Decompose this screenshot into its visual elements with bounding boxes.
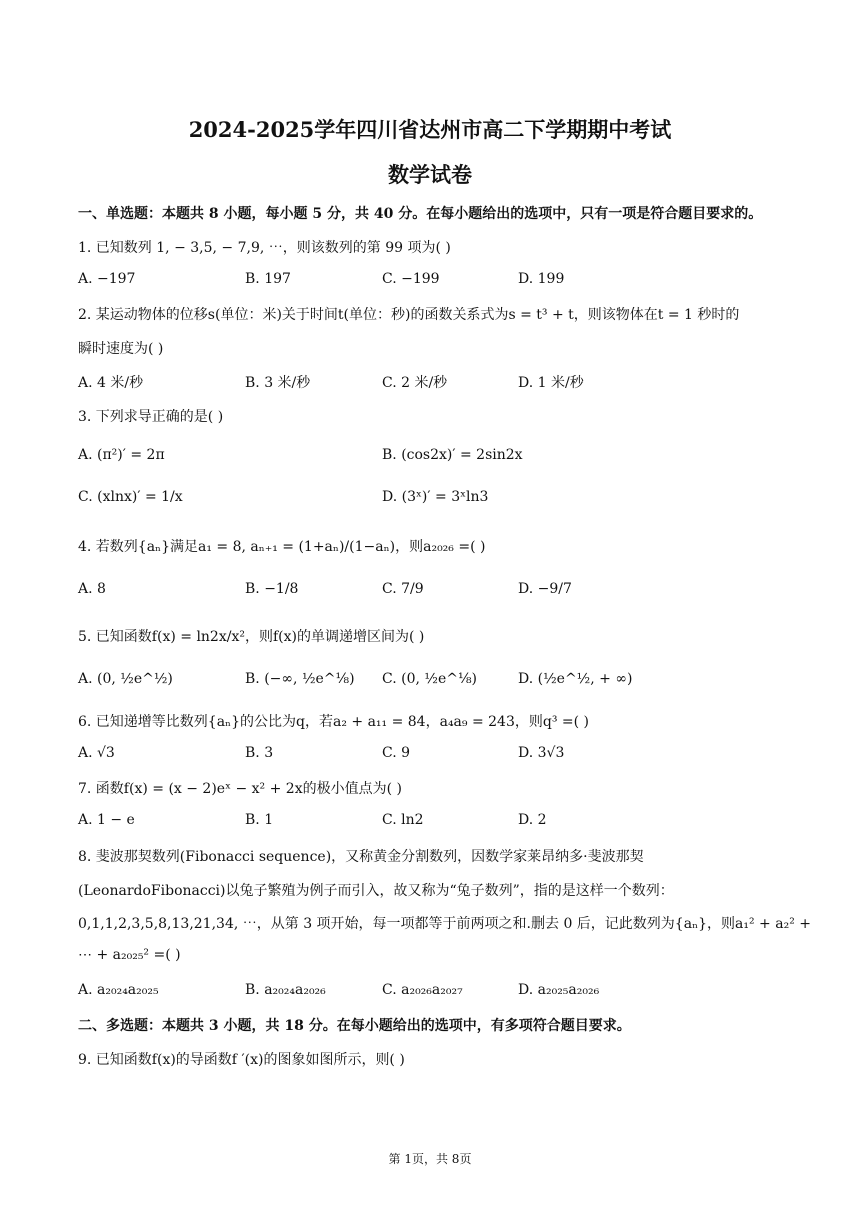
q3-option-a: A. (π²)′ = 2π: [78, 447, 165, 463]
question-2-stem-cont: 瞬时速度为( ): [78, 341, 164, 357]
q5-option-c: C. (0, ½e^⅛): [382, 671, 477, 687]
q3-option-d: D. (3ˣ)′ = 3ˣln3: [382, 489, 489, 505]
q8-option-c: C. a₂₀₂₆a₂₀₂₇: [382, 982, 463, 998]
section-heading-multiple-choice: 二、多选题：本题共 3 小题，共 18 分。在每小题给出的选项中，有多项符合题目要求。: [78, 1018, 631, 1034]
question-3-stem: 3. 下列求导正确的是( ): [78, 409, 224, 425]
question-9-stem: 9. 已知函数f(x)的导函数f ′(x)的图象如图所示，则( ): [78, 1052, 405, 1068]
q7-option-d: D. 2: [518, 812, 547, 828]
q7-option-c: C. ln2: [382, 812, 424, 828]
q1-option-a: A. −197: [78, 271, 136, 287]
q2-option-d: D. 1 米/秒: [518, 375, 584, 391]
question-2-stem: 2. 某运动物体的位移s(单位：米)关于时间t(单位：秒)的函数关系式为s = t³ + t，则该物体在t = 1 秒时的: [78, 307, 740, 323]
question-5-stem: 5. 已知函数f(x) = ln2x/x²，则f(x)的单调递增区间为( ): [78, 629, 425, 645]
q6-option-c: C. 9: [382, 745, 411, 761]
q2-option-c: C. 2 米/秒: [382, 375, 448, 391]
q3-option-c: C. (xlnx)′ = 1/x: [78, 489, 183, 505]
question-6-stem: 6. 已知递增等比数列{aₙ}的公比为q，若a₂ + a₁₁ = 84，a₄a₉ = 243，则q³ =( ): [78, 714, 589, 730]
question-8-stem-cont-1: (LeonardoFibonacci)以兔子繁殖为例子而引入，故又称为“兔子数列”，指的是这样一个数列：: [78, 883, 674, 899]
page-title: 2024-2025学年四川省达州市高二下学期期中考试: [188, 117, 672, 142]
question-4-stem: 4. 若数列{aₙ}满足a₁ = 8, aₙ₊₁ = (1+aₙ)/(1−aₙ)，则a₂₀₂₆ =( ): [78, 539, 486, 555]
q4-option-d: D. −9/7: [518, 581, 572, 597]
q6-option-d: D. 3√3: [518, 745, 565, 761]
question-8-stem-cont-3: ⋯ + a₂₀₂₅² =( ): [78, 947, 181, 963]
question-8-stem: 8. 斐波那契数列(Fibonacci sequence)，又称黄金分割数列，因数学家莱昂纳多·斐波那契: [78, 849, 644, 865]
q2-option-b: B. 3 米/秒: [245, 375, 311, 391]
q1-option-c: C. −199: [382, 271, 440, 287]
q6-option-a: A. √3: [78, 745, 115, 761]
question-1-stem: 1. 已知数列 1, − 3,5, − 7,9, ⋯，则该数列的第 99 项为( ): [78, 240, 451, 256]
question-7-stem: 7. 函数f(x) = (x − 2)eˣ − x² + 2x的极小值点为( ): [78, 781, 402, 797]
q1-option-d: D. 199: [518, 271, 565, 287]
q1-option-b: B. 197: [245, 271, 291, 287]
q8-option-a: A. a₂₀₂₄a₂₀₂₅: [78, 982, 159, 998]
page-subtitle: 数学试卷: [388, 162, 472, 187]
section-heading-single-choice: 一、单选题：本题共 8 小题，每小题 5 分，共 40 分。在每小题给出的选项中，只有一项是符合题目要求的。: [78, 206, 763, 222]
q4-option-a: A. 8: [78, 581, 106, 597]
q4-option-b: B. −1/8: [245, 581, 299, 597]
q6-option-b: B. 3: [245, 745, 274, 761]
question-8-stem-cont-2: 0,1,1,2,3,5,8,13,21,34, ⋯，从第 3 项开始，每一项都等于前两项之和.删去 0 后，记此数列为{aₙ}，则a₁² + a₂² +: [78, 916, 811, 932]
q3-option-b: B. (cos2x)′ = 2sin2x: [382, 447, 523, 463]
q5-option-a: A. (0, ½e^½): [78, 671, 173, 687]
q7-option-b: B. 1: [245, 812, 274, 828]
q5-option-b: B. (−∞, ½e^⅛): [245, 671, 355, 687]
q8-option-b: B. a₂₀₂₄a₂₀₂₆: [245, 982, 326, 998]
q7-option-a: A. 1 − e: [78, 812, 135, 828]
q2-option-a: A. 4 米/秒: [78, 375, 144, 391]
q8-option-d: D. a₂₀₂₅a₂₀₂₆: [518, 982, 600, 998]
q4-option-c: C. 7/9: [382, 581, 424, 597]
q5-option-d: D. (½e^½, + ∞): [518, 671, 633, 687]
page-footer: 第 1页，共 8页: [388, 1152, 472, 1166]
